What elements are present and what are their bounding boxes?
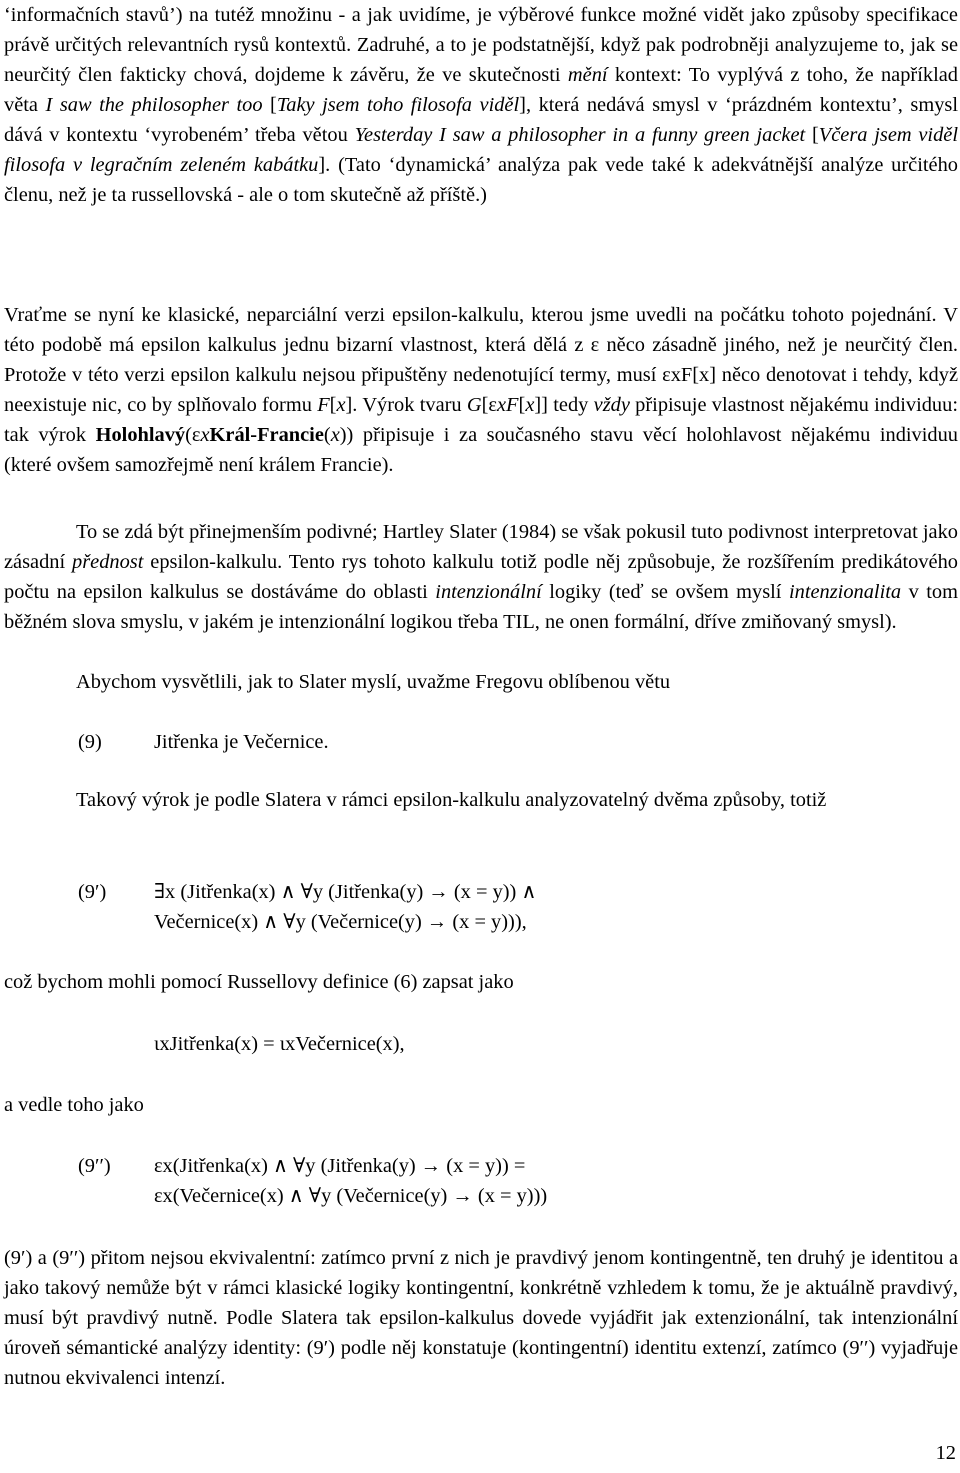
example-9p-number: (9′) (78, 881, 107, 903)
example-9-number: (9) (78, 731, 102, 753)
paragraph-7: a vedle toho jako (4, 1094, 144, 1116)
paragraph-3: To se zdá být přinejmenším podivné; Hartley Slater (1984) se však pokusil tuto podivnost interpretovat jako zásadní přednost epsilon-kalkulu. Tento rys tohoto kalkulu totiž podle něj způsobuje, že rozšířením predikátového počtu na epsilon kalkulus se dostáváme do oblasti intenzionální logiky (teď se ovšem myslí intenzionalita v tom běžném slova smyslu, v jakém je intenzionální logikou třeba TIL, ne onen formální, dříve zmiňovaný smysl). (4, 521, 958, 633)
example-9p-line-1: ∃x (Jitřenka(x) ∧ ∀y (Jitřenka(y) → (x = y)) ∧ (154, 881, 537, 903)
paragraph-1: ‘informačních stavů’) na tutéž množinu - a jak uvidíme, je výběrové funkce možné vidět jako způsoby specifikace právě určitých relevantních rysů kontextů. Zadruhé, a to je podstatnější, když pak podrobněji analyzujeme to, jak se neurčitý člen fakticky chová, dojdeme k závěru, že ve skutečnosti mění kontext: To vyplývá z toho, že například věta I saw the philosopher too [Taky jsem toho filosofa viděl], která nedává smysl v ‘prázdném kontextu’, smysl dává v kontextu ‘vyrobeném’ třeba větou Yesterday I saw a philosopher in a funny green jacket [Včera jsem viděl filosofa v legračním zeleném kabátku]. (Tato ‘dynamická’ analýza pak vede také k adekvátnější analýze určitého členu, než je ta russellovská - ale o tom skutečně až příště.) (4, 4, 959, 206)
paragraph-2: Vraťme se nyní ke klasické, neparciální verzi epsilon-kalkulu, kterou jsme uvedli na počátku tohoto pojednání. V této podobě má epsilon kalkulus jednu bizarní vlastnost, která dělá z ε něco zásadně jiného, než je neurčitý člen. Protože v této verzi epsilon kalkulu nejsou připuštěny nedenotující termy, musí εxF[x] něco denotovat i tehdy, když neexistuje nic, co by splňovalo formu F[x]. Výrok tvaru G[εxF[x]] tedy vždy připisuje vlastnost nějakému individuu: tak výrok Holohlavý(εxKrál-Francie(x)) připisuje i za současného stavu věcí holohlavost nějakému individuu (které ovšem samozřejmě není králem Francie). (4, 304, 959, 476)
example-9pp-line-2: εx(Večernice(x) ∧ ∀y (Večernice(y) → (x = y))) (154, 1185, 548, 1207)
page-number: 12 (935, 1442, 956, 1464)
iota-formula: ιxJitřenka(x) = ιxVečernice(x), (154, 1033, 405, 1055)
paragraph-4: Abychom vysvětlili, jak to Slater myslí, uvažme Fregovu oblíbenou větu (76, 671, 671, 693)
paragraph-8: (9′) a (9′′) přitom nejsou ekvivalentní: zatímco první z nich je pravdivý jenom kontingentně, ten druhý je identitou a jako takový nemůže být v rámci klasické logiky kontingentní, konkrétně vzhledem k tomu, že je aktuálně pravdivý, musí být pravdivý nutně. Podle Slatera tak epsilon-kalkulus dovede vyjádřit jak extenzionální, tak intenzionální úroveň sémantické analýzy identity: (9′) podle něj konstatuje (kontingentní) identitu extenzí, zatímco (9′′) vyjadřuje nutnou ekvivalenci intenzí. (4, 1247, 958, 1389)
example-9-text: Jitřenka je Večernice. (154, 731, 329, 753)
example-9pp-line-1: εx(Jitřenka(x) ∧ ∀y (Jitřenka(y) → (x = y)) = (154, 1155, 526, 1177)
example-9pp-number: (9′′) (78, 1155, 111, 1177)
paragraph-6: což bychom mohli pomocí Russellovy definice (6) zapsat jako (4, 971, 514, 993)
example-9p-line-2: Večernice(x) ∧ ∀y (Večernice(y) → (x = y))), (154, 911, 527, 933)
paragraph-5: Takový výrok je podle Slatera v rámci epsilon-kalkulu analyzovatelný dvěma způsoby, totiž (76, 789, 827, 811)
